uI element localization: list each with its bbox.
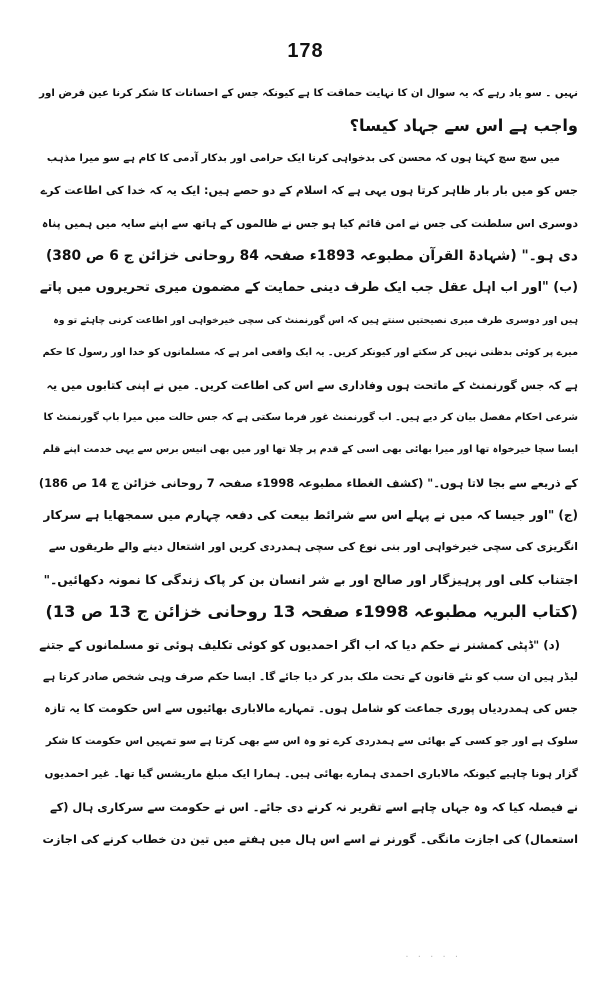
text-line: لیڈر ہیں ان سب کو نئے قانون کے تحت ملک بدر کر دیا جائے گا۔ ایسا حکم صرف وہی شخص صادر کرتا ہے bbox=[42, 671, 578, 684]
text-line: (د) "ڈپٹی کمشنر نے حکم دیا کہ اب اگر احمدیوں کو کوئی تکلیف ہوئی تو مسلمانوں کے جتنے bbox=[39, 637, 560, 652]
text-line: میں سچ سچ کہتا ہوں کہ محسن کی بدخواہی کرنا ایک حرامی اور بدکار آدمی کا کام ہے سو میرا مذہب bbox=[46, 152, 560, 164]
page-number: 178 bbox=[287, 40, 324, 62]
text-line: (ب) "اور اب اہل عقل جب ایک طرف دینی حمایت کے مضمون میری تحریروں میں پاتے bbox=[39, 280, 578, 296]
text-line: سلوک ہے اور جو کسی کے بھائی سے ہمدردی کرے تو وہ اس سے بھی کرتا ہے سو تمہیں اس حکومت کا شکر bbox=[45, 735, 578, 747]
text-line: جس کو میں بار بار ظاہر کرتا ہوں یہی ہے کہ اسلام کے دو حصے ہیں: ایک یہ کہ خدا کی اطاعت کرے bbox=[40, 184, 578, 198]
text-line: ہیں اور دوسری طرف میری نصیحتیں سنتے ہیں کہ اس گورنمنٹ کی سچی خیرخواہی اور اطاعت کرنی چاہئے تو وہ bbox=[53, 314, 578, 326]
text-line: واجب ہے اس سے جہاد کیسا؟ bbox=[349, 116, 578, 136]
page-text bbox=[40, 78, 578, 855]
text-line: ایسا سچا خیرخواہ تھا اور میرا بھائی بھی اسی کے قدم پر چلا تھا اور میں بھی انیس برس سے یہی خدمت اپنے قلم bbox=[42, 444, 578, 456]
citation-line: (کتاب البریہ مطبوعہ 1998ء صفحہ 13 روحانی خزائن ج 13 ص 13) bbox=[45, 602, 578, 622]
text-line: ہے کہ جس گورنمنٹ کے ماتحت ہوں وفاداری سے اس کی اطاعت کریں۔ میں نے اپنی کتابوں میں یہ bbox=[46, 378, 578, 392]
text-line: گزار ہونا چاہیے کیونکہ مالاباری احمدی ہمارے بھائی ہیں۔ ہمارا ایک مبلغ ماریشس گیا تھا۔ غیر احمدیوں bbox=[44, 768, 578, 781]
text-line: (ج) "اور جیسا کہ میں نے پہلے اس سے شرائط بیعت کی دفعہ چہارم میں سمجھایا ہے سرکار bbox=[43, 508, 578, 523]
text-line: انگریزی کی سچی خیرخواہی اور بنی نوع کی سچی ہمدردی کریں اور اشتعال دینے والے طریقوں سے bbox=[48, 540, 578, 554]
text-line: نے فیصلہ کیا کہ وہ جہاں چاہے اسے تقریر نہ کرنے دی جائے۔ اس نے حکومت سے سرکاری ہال (کے bbox=[49, 799, 578, 814]
citation-line: کے ذریعے سے بجا لاتا ہوں۔" (کشف الغطاء مطبوعہ 1998ء صفحہ 7 روحانی خزائن ج 14 ص 186) bbox=[38, 475, 578, 490]
text-line: میرے پر کوئی بدظنی نہیں کر سکتے اور کیونکر کریں۔ یہ ایک واقعی امر ہے کہ مسلمانوں کو خدا اور رسول کا حکم bbox=[42, 347, 578, 359]
text-line: جس کی ہمدردیاں پوری جماعت کو شامل ہوں۔ تمہارے مالاباری بھائیوں سے اس حکومت کا یہ تازہ bbox=[44, 702, 578, 716]
text-line: دوسری اس سلطنت کی جس نے امن قائم کیا ہو جس نے ظالموں کے ہاتھ سے اپنے سایہ میں ہمیں پناہ bbox=[41, 216, 578, 230]
text-line: نہیں ۔ سو یاد رہے کہ یہ سوال ان کا نہایت حماقت کا ہے کیونکہ جس کے احسانات کا شکر کرنا عین فرض اور bbox=[39, 88, 578, 99]
text-line: استعمال) کی اجازت مانگی۔ گورنر نے اسے اس ہال میں ہفتے میں تین دن خطاب کرنے کی اجازت bbox=[42, 831, 578, 846]
text-line: اجتناب کلی اور پرہیزگار اور صالح اور بے شر انسان بن کر پاک زندگی کا نمونہ دکھائیں۔" bbox=[43, 572, 578, 587]
text-line: شرعی احکام مفصل بیان کر دیے ہیں۔ اب گورنمنٹ غور فرما سکتی ہے کہ جس حالت میں میرا باپ گورنمنٹ کا bbox=[43, 411, 578, 423]
citation-line: دی ہو۔" (شہادۃ القرآن مطبوعہ 1893ء صفحہ 84 روحانی خزائن ج 6 ص 380) bbox=[45, 247, 578, 264]
scan-speckle-decoration bbox=[405, 952, 461, 963]
